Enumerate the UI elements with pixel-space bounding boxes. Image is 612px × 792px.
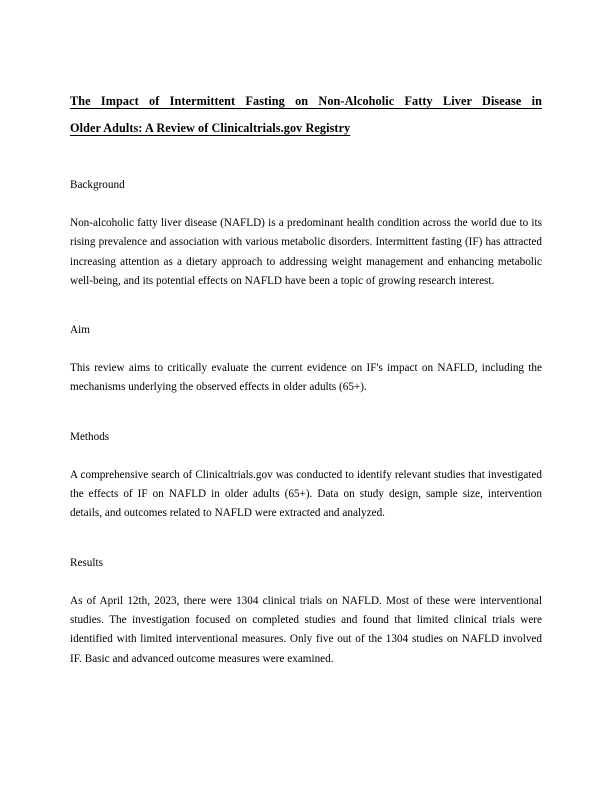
section-aim (70, 321, 542, 398)
section-body-background: Non-alcoholic fatty liver disease (NAFLD) is a predominant health condition across the world due to its rising prevalence and association with various metabolic disorders. Intermittent fasting (IF) has attracted increasing attention as a dietary approach to addressing weight management and enhancing metabolic well-being, and its potential effects on NAFLD have been a topic of growing research interest. (70, 217, 542, 287)
page-title-line-2: Older Adults: A Review of Clinicaltrials.gov Registry (70, 121, 351, 135)
section-heading-results: Results (70, 556, 103, 569)
section-body-methods: A comprehensive search of Clinicaltrials.gov was conducted to identify relevant studies that investigated the effects of IF on NAFLD in older adults (65+). Data on study design, sample size, intervention details, and outcomes related to NAFLD were extracted and analyzed. (70, 468, 542, 520)
section-body-results: As of April 12th, 2023, there were 1304 clinical trials on NAFLD. Most of these were interventional studies. The investigation focused on completed studies and found that limited clinical trials were identified with limited interventional measures. Only five out of the 1304 studies on NAFLD involved IF. Basic and advanced outcome measures were examined. (70, 594, 542, 665)
section-results (70, 554, 542, 669)
section-heading-methods: Methods (70, 430, 110, 443)
document-content (70, 88, 542, 669)
section-background (70, 176, 542, 291)
page-title (70, 88, 542, 142)
section-methods (70, 428, 542, 524)
section-heading-background: Background (70, 179, 125, 191)
section-heading-aim: Aim (70, 324, 90, 337)
page-title-line-1: The Impact of Intermittent Fasting on Non-Alcoholic Fatty Liver Disease in (70, 94, 542, 108)
section-body-aim: This review aims to critically evaluate the current evidence on IF's impact on NAFLD, including the mechanisms underlying the observed effects in older adults (65+). (70, 362, 542, 394)
